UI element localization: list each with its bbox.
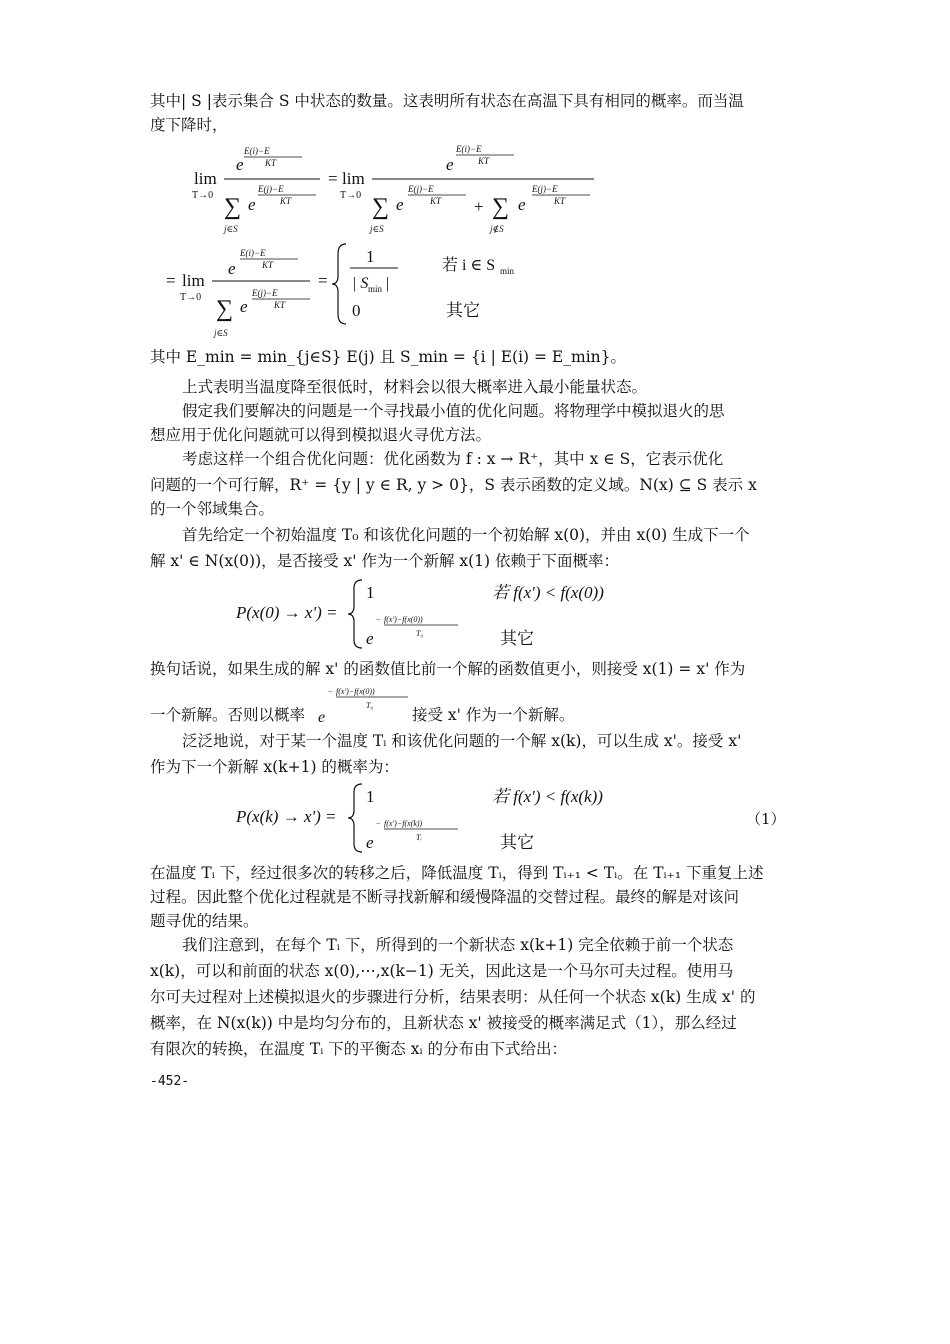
para-line: 其中| S |表示集合 S 中状态的数量。这表明所有状态在高温下具有相同的概率。而当温	[150, 92, 744, 110]
sum-symbol: ∑	[492, 194, 510, 220]
exp-e: e	[366, 629, 374, 648]
equals: =	[318, 271, 328, 290]
exp-num: E(j)−E	[252, 288, 278, 298]
case-cond: 若 i ∈ S	[442, 257, 496, 274]
minus: −	[376, 819, 381, 828]
exp-den: KT	[274, 300, 286, 310]
para-line: 有限次的转换，在温度 Tᵢ 下的平衡态 xᵢ 的分布由下式给出：	[150, 1040, 568, 1058]
sum-sub: j∈S	[214, 328, 228, 338]
para-line: 概率，在 N(x(k)) 中是均匀分布的，且新状态 x' 被接受的概率满足式（1），那么经过	[150, 1014, 737, 1032]
para-line: 作为下一个新解 x(k+1) 的概率为：	[150, 758, 399, 776]
exp-den: KT	[478, 156, 490, 166]
lim-text: lim	[182, 271, 205, 290]
exp-e: e	[248, 195, 256, 214]
para-line: 考虑这样一个组合优化问题：优化函数为 f : x → R⁺，其中 x ∈ S，它表示优化	[182, 450, 724, 468]
exp-num: E(i)−E	[244, 146, 270, 156]
exp-num: E(i)−E	[240, 248, 266, 258]
para-line: 换句话说，如果生成的解 x' 的函数值比前一个解的函数值更小，则接受 x(1) = x' 作为	[150, 660, 746, 678]
exp-den: KT	[265, 158, 277, 168]
equation-lhs: P(x(k) → x') =	[236, 807, 337, 826]
para-line: 度下降时，	[150, 116, 228, 134]
para-line: 解 x' ∈ N(x(0))，是否接受 x' 作为一个新解 x(1) 依赖于下面概率：	[150, 552, 620, 570]
lim-text: lim	[194, 169, 217, 188]
exp-num: f(x')−f(x(k))	[384, 819, 423, 828]
para-line: 的一个邻域集合。	[150, 500, 275, 518]
minus: −	[328, 687, 333, 696]
exp-den: T₀	[416, 629, 424, 638]
exp-num: E(j)−E	[408, 184, 434, 194]
exp-den: KT	[430, 196, 442, 206]
exp-num: E(j)−E	[258, 184, 284, 194]
lim-sub: T→0	[180, 292, 202, 303]
inline-probability	[316, 684, 412, 728]
sum-sub: j∈S	[224, 224, 238, 234]
para-line: 一个新解。否则以概率	[150, 706, 306, 724]
lim-sub: T→0	[192, 190, 214, 201]
exp-num: f(x')−f(x(0))	[336, 687, 375, 696]
exp-den: KT	[280, 196, 292, 206]
case-other: 其它	[500, 629, 534, 648]
subscript: min	[368, 284, 383, 294]
frac-den: | S	[352, 275, 369, 292]
exp-e: e	[396, 195, 404, 214]
exp-den: KT	[554, 196, 566, 206]
case-zero: 0	[352, 301, 361, 320]
para-line: 假定我们要解决的问题是一个寻找最小值的优化问题。将物理学中模拟退火的思	[182, 402, 725, 420]
para-line: 接受 x' 作为一个新解。	[412, 706, 575, 724]
sum-sub: j∉S	[490, 224, 504, 234]
exp-e: e	[446, 155, 454, 174]
probability-equation-0	[232, 576, 652, 654]
para-line: 我们注意到，在每个 Tᵢ 下，所得到的一个新状态 x(k+1) 完全依赖于前一个状态	[182, 936, 734, 954]
lim-text: lim	[342, 169, 365, 188]
limit-equation-1	[180, 138, 610, 238]
sum-symbol: ∑	[372, 194, 390, 220]
exp-num: E(i)−E	[456, 144, 482, 154]
sum-symbol: ∑	[216, 296, 234, 322]
case-other: 其它	[500, 833, 534, 852]
frac-num: 1	[366, 247, 375, 266]
case-one: 1	[366, 787, 375, 806]
para-line: 首先给定一个初始温度 T₀ 和该优化问题的一个初始解 x(0)，并由 x(0) 生成下一个	[182, 526, 750, 544]
para-line: 泛泛地说，对于某一个温度 Tᵢ 和该优化问题的一个解 x(k)，可以生成 x'。接受 x'	[182, 732, 742, 750]
page-number: -452-	[150, 1074, 190, 1089]
equals: =	[328, 169, 338, 188]
case-other: 其它	[446, 301, 480, 320]
equals: =	[166, 271, 176, 290]
exp-den: T₀	[366, 701, 374, 710]
exp-den: Tᵢ	[416, 833, 422, 842]
exp-e: e	[228, 259, 236, 278]
exp-e: e	[366, 833, 374, 852]
minus: −	[376, 615, 381, 624]
probability-equation-k	[232, 780, 652, 858]
lim-sub: T→0	[340, 190, 362, 201]
sum-sub: j∈S	[370, 224, 384, 234]
case-cond: 若 f(x') < f(x(k))	[492, 787, 603, 806]
sum-symbol: ∑	[224, 194, 242, 220]
para-line: 过程。因此整个优化过程就是不断寻找新解和缓慢降温的交替过程。最终的解是对该问	[150, 888, 740, 906]
para-line: 在温度 Tᵢ 下，经过很多次的转移之后，降低温度 Tᵢ，得到 Tᵢ₊₁ < Tᵢ。在 Tᵢ₊₁ 下重复上述	[150, 864, 764, 882]
exp-e: e	[240, 297, 248, 316]
para-line: 尔可夫过程对上述模拟退火的步骤进行分析，结果表明：从任何一个状态 x(k) 生成 x' 的	[150, 988, 756, 1006]
case-one: 1	[366, 583, 375, 602]
equation-number: （1）	[746, 810, 786, 828]
exp-e: e	[318, 709, 326, 726]
exp-e: e	[518, 195, 526, 214]
subscript: min	[500, 266, 515, 276]
frac-den: |	[386, 275, 390, 292]
para-line: 题寻优的结果。	[150, 912, 259, 930]
para-line: x(k)，可以和前面的状态 x(0),⋯,x(k−1) 无关，因此这是一个马尔可夫过程。使用马	[150, 962, 734, 980]
exp-e: e	[236, 155, 244, 174]
exp-num: f(x')−f(x(0))	[384, 615, 423, 624]
exp-num: E(j)−E	[532, 184, 558, 194]
plus: +	[474, 197, 484, 216]
exp-den: KT	[262, 260, 274, 270]
para-line: 问题的一个可行解，R⁺ = {y | y ∈ R, y > 0}，S 表示函数的定义域。N(x) ⊆ S 表示 x	[150, 476, 757, 494]
limit-equation-2	[160, 240, 560, 340]
para-line: 其中 E_min = min_{j∈S} E(j) 且 S_min = {i | E(i) = E_min}。	[150, 348, 626, 366]
para-line: 上式表明当温度降至很低时，材料会以很大概率进入最小能量状态。	[182, 378, 648, 396]
para-line: 想应用于优化问题就可以得到模拟退火寻优方法。	[150, 426, 492, 444]
case-cond: 若 f(x') < f(x(0))	[492, 583, 604, 602]
equation-lhs: P(x(0) → x') =	[236, 603, 338, 622]
